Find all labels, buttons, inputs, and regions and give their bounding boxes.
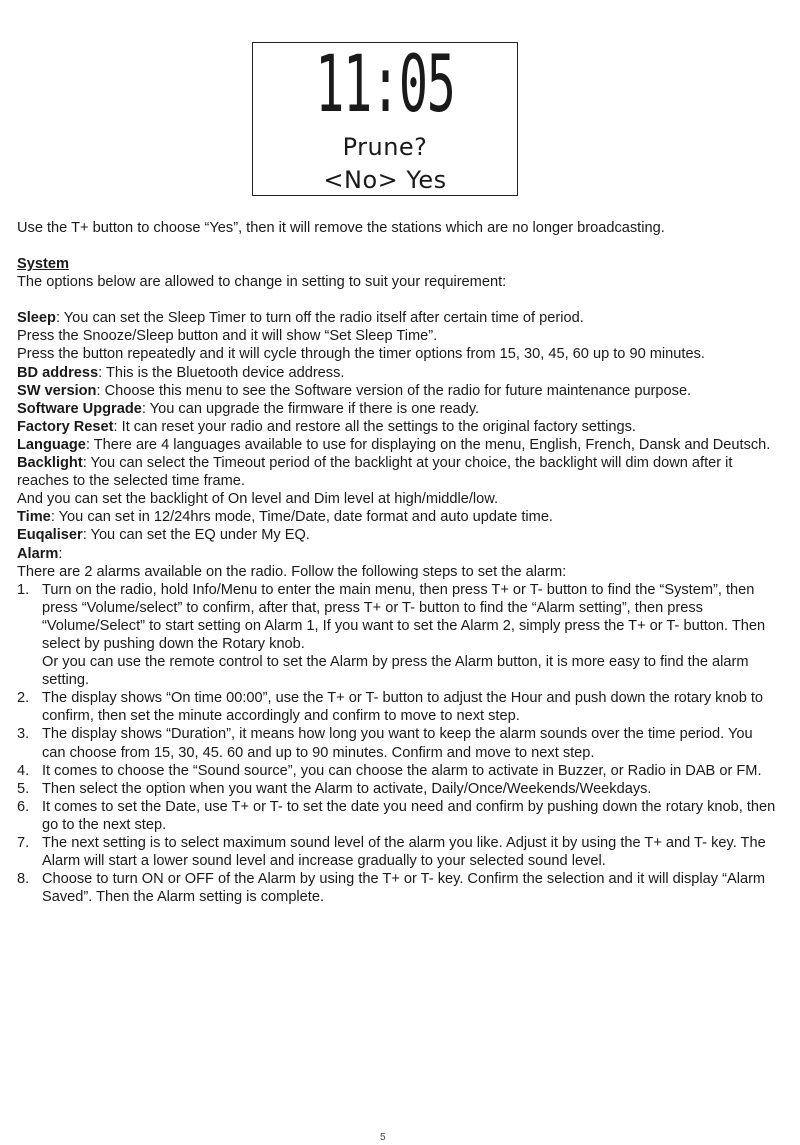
eq-setting bbox=[17, 526, 777, 544]
system-description: The options below are allowed to change in setting to suit your requirement: bbox=[17, 274, 507, 291]
step-number: 3. bbox=[17, 726, 30, 743]
sleep-setting bbox=[17, 309, 777, 327]
lcd-prompt: Prune? bbox=[342, 133, 428, 161]
step-text: The display shows “On time 00:00”, use the T+ or T- button to adjust the Hour and push down the rotary knob to confirm, then set the minute accordingly and confirm to move to next step. bbox=[42, 690, 764, 725]
step-number: 6. bbox=[17, 798, 30, 815]
sw-text: : Choose this menu to see the Software version of the radio for future maintenance purpose. bbox=[96, 382, 692, 399]
sw-setting bbox=[17, 382, 777, 400]
step-number: 2. bbox=[17, 690, 30, 707]
language-text: : There are 4 languages available to use for displaying on the menu, English, French, Dansk and Deutsch. bbox=[85, 436, 771, 453]
bd-label: BD address bbox=[17, 364, 99, 381]
backlight-label: Backlight bbox=[17, 455, 83, 472]
alarm-step bbox=[17, 725, 777, 761]
step-text: It comes to choose the “Sound source”, you can choose the alarm to activate in Buzzer, or Radio in DAB or FM. bbox=[42, 762, 762, 779]
step-number: 8. bbox=[17, 871, 30, 888]
alarm-step bbox=[17, 762, 777, 780]
manual-content bbox=[17, 219, 777, 906]
eq-label: Euqaliser bbox=[17, 527, 83, 544]
sleep-line3: Press the button repeatedly and it will cycle through the timer options from 15, 30, 45, 60 up to 90 minutes. bbox=[17, 346, 705, 363]
time-label: Time bbox=[17, 509, 51, 526]
step-number: 5. bbox=[17, 780, 30, 797]
backlight-line2: And you can set the backlight of On level and Dim level at high/middle/low. bbox=[17, 491, 499, 508]
sw-label: SW version bbox=[17, 382, 97, 399]
lcd-display bbox=[252, 42, 518, 196]
upgrade-label: Software Upgrade bbox=[17, 400, 142, 417]
alarm-step bbox=[17, 834, 777, 870]
reset-text: : It can reset your radio and restore all the settings to the original factory settings. bbox=[113, 418, 636, 435]
step-text: Choose to turn ON or OFF of the Alarm by using the T+ or T- key. Confirm the selection and it will display “Alarm Saved”. Then the Alarm setting is complete. bbox=[42, 871, 766, 906]
bd-text: : This is the Bluetooth device address. bbox=[98, 364, 345, 381]
step-number: 1. bbox=[17, 581, 30, 598]
language-setting bbox=[17, 436, 777, 454]
step-text: Turn on the radio, hold Info/Menu to enter the main menu, then press T+ or T- button to find the “System”, then press “Volume/select” to confirm, after that, press T+ or T- button to find the “Alarm setting”, then press “Volume/Select” to start setting on Alarm 1, If you want to set the Alarm 2, simply press the T+ or T- button. Then select by pushing down the Rotary knob. bbox=[42, 581, 766, 652]
backlight-text: : You can select the Timeout period of the backlight at your choice, the backlight will dim down after it reaches to the selected time frame. bbox=[17, 455, 733, 490]
intro-paragraph: Use the T+ button to choose “Yes”, then it will remove the stations which are no longer broadcasting. bbox=[17, 220, 665, 236]
alarm-intro: There are 2 alarms available on the radio. Follow the following steps to set the alarm: bbox=[17, 563, 567, 580]
lcd-time: 11:05 bbox=[315, 40, 455, 130]
backlight-setting bbox=[17, 454, 777, 490]
reset-setting bbox=[17, 418, 777, 436]
alarm-heading bbox=[17, 545, 777, 563]
step-text: The next setting is to select maximum sound level of the alarm you like. Adjust it by using the T+ and T- key. The Alarm will start a lower sound level and increase gradually to your selected sound level. bbox=[42, 835, 766, 870]
system-heading: System bbox=[17, 256, 69, 273]
sleep-text: : You can set the Sleep Timer to turn off the radio itself after certain time of period. bbox=[55, 310, 584, 327]
alarm-label: Alarm bbox=[17, 545, 59, 562]
step-text: It comes to set the Date, use T+ or T- to set the date you need and confirm by pushing down the rotary knob, then go to the next step. bbox=[42, 798, 776, 833]
step-text: The display shows “Duration”, it means how long you want to keep the alarm sounds over the time period. You can choose from 15, 30, 45. 60 and up to 90 minutes. Confirm and move to next step. bbox=[42, 726, 753, 761]
alarm-colon: : bbox=[58, 545, 63, 562]
alarm-step bbox=[17, 780, 777, 798]
step-text: Then select the option when you want the Alarm to activate, Daily/Once/Weekends/Weekdays. bbox=[42, 780, 652, 797]
upgrade-text: : You can upgrade the firmware if there is one ready. bbox=[141, 400, 480, 417]
alarm-step bbox=[17, 798, 777, 834]
bd-setting bbox=[17, 364, 777, 382]
language-label: Language bbox=[17, 436, 86, 453]
time-text: : You can set in 12/24hrs mode, Time/Date, date format and auto update time. bbox=[50, 509, 553, 526]
alarm-steps-list bbox=[17, 581, 777, 907]
eq-text: : You can set the EQ under My EQ. bbox=[82, 527, 310, 544]
step-number: 7. bbox=[17, 835, 30, 851]
lcd-options: <No> Yes bbox=[323, 166, 447, 194]
step-number: 4. bbox=[17, 762, 30, 779]
sleep-line2: Press the Snooze/Sleep button and it will show “Set Sleep Time”. bbox=[17, 328, 438, 345]
page-number: 5 bbox=[380, 1132, 386, 1143]
time-setting bbox=[17, 508, 777, 526]
reset-label: Factory Reset bbox=[17, 418, 114, 435]
alarm-step bbox=[17, 581, 777, 690]
step-extra: Or you can use the remote control to set the Alarm by press the Alarm button, it is more easy to find the alarm setting. bbox=[42, 654, 749, 689]
alarm-step bbox=[17, 689, 777, 725]
upgrade-setting bbox=[17, 400, 777, 418]
sleep-label: Sleep bbox=[17, 310, 56, 327]
alarm-step bbox=[17, 870, 777, 906]
